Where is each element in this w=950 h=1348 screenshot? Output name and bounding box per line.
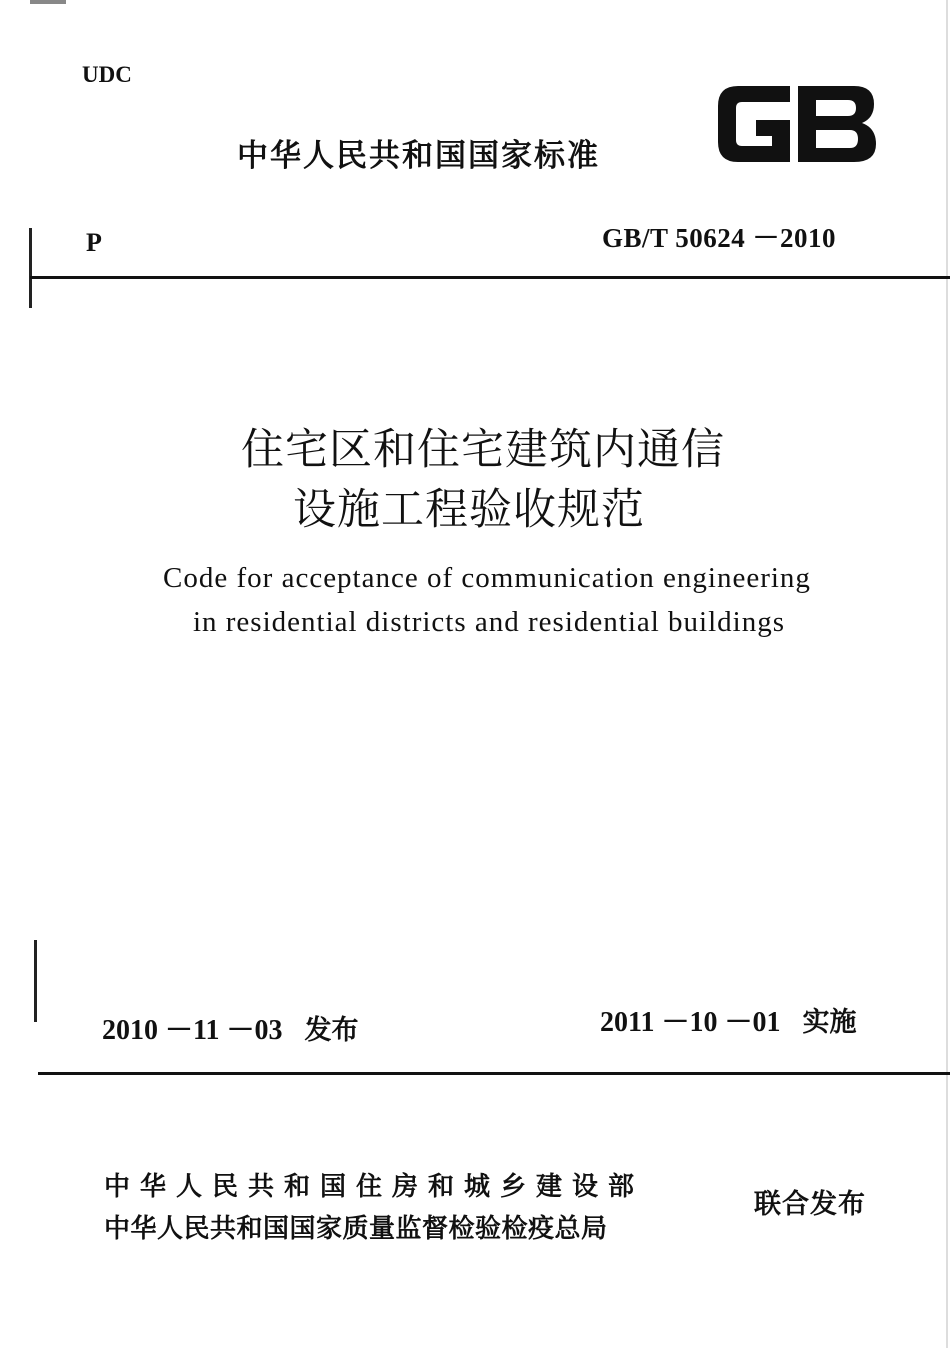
gb-logo: [712, 80, 880, 168]
joint-issue-label: 联合发布: [754, 1189, 866, 1220]
implement-date-block: [600, 1000, 856, 1040]
title-cn-line1: 住宅区和住宅建筑内通信: [241, 425, 725, 475]
scan-edge-mark: [30, 0, 66, 4]
implement-label: 实施: [802, 1007, 857, 1038]
issuer-line1: 中华人民共和国住房和城乡建设部: [104, 1172, 645, 1202]
issuer-line2: 中华人民共和国国家质量监督检验检疫总局: [104, 1214, 608, 1244]
title-en-line2: in residential districts and residential buildings: [192, 606, 786, 638]
issue-date-block: [102, 1008, 358, 1048]
title-cn-line2: 设施工程验收规范: [293, 485, 645, 535]
footer-divider: [38, 1072, 950, 1075]
implement-date: 2011 －10 －01: [600, 1007, 781, 1038]
classification-code: P: [86, 228, 102, 257]
title-en-line1: Code for acceptance of communication engineering: [163, 562, 811, 594]
national-standard-heading: 中华人民共和国国家标准: [237, 138, 600, 174]
standard-number: GB/T 50624 －2010: [602, 223, 837, 253]
issue-date: 2010 －11 －03: [102, 1015, 283, 1046]
margin-mark-top: [29, 228, 32, 308]
header-divider: [30, 276, 950, 279]
scan-right-edge: [946, 0, 948, 1348]
margin-mark-bottom: [34, 940, 37, 1022]
udc-label: UDC: [82, 62, 132, 87]
issue-label: 发布: [304, 1015, 359, 1046]
